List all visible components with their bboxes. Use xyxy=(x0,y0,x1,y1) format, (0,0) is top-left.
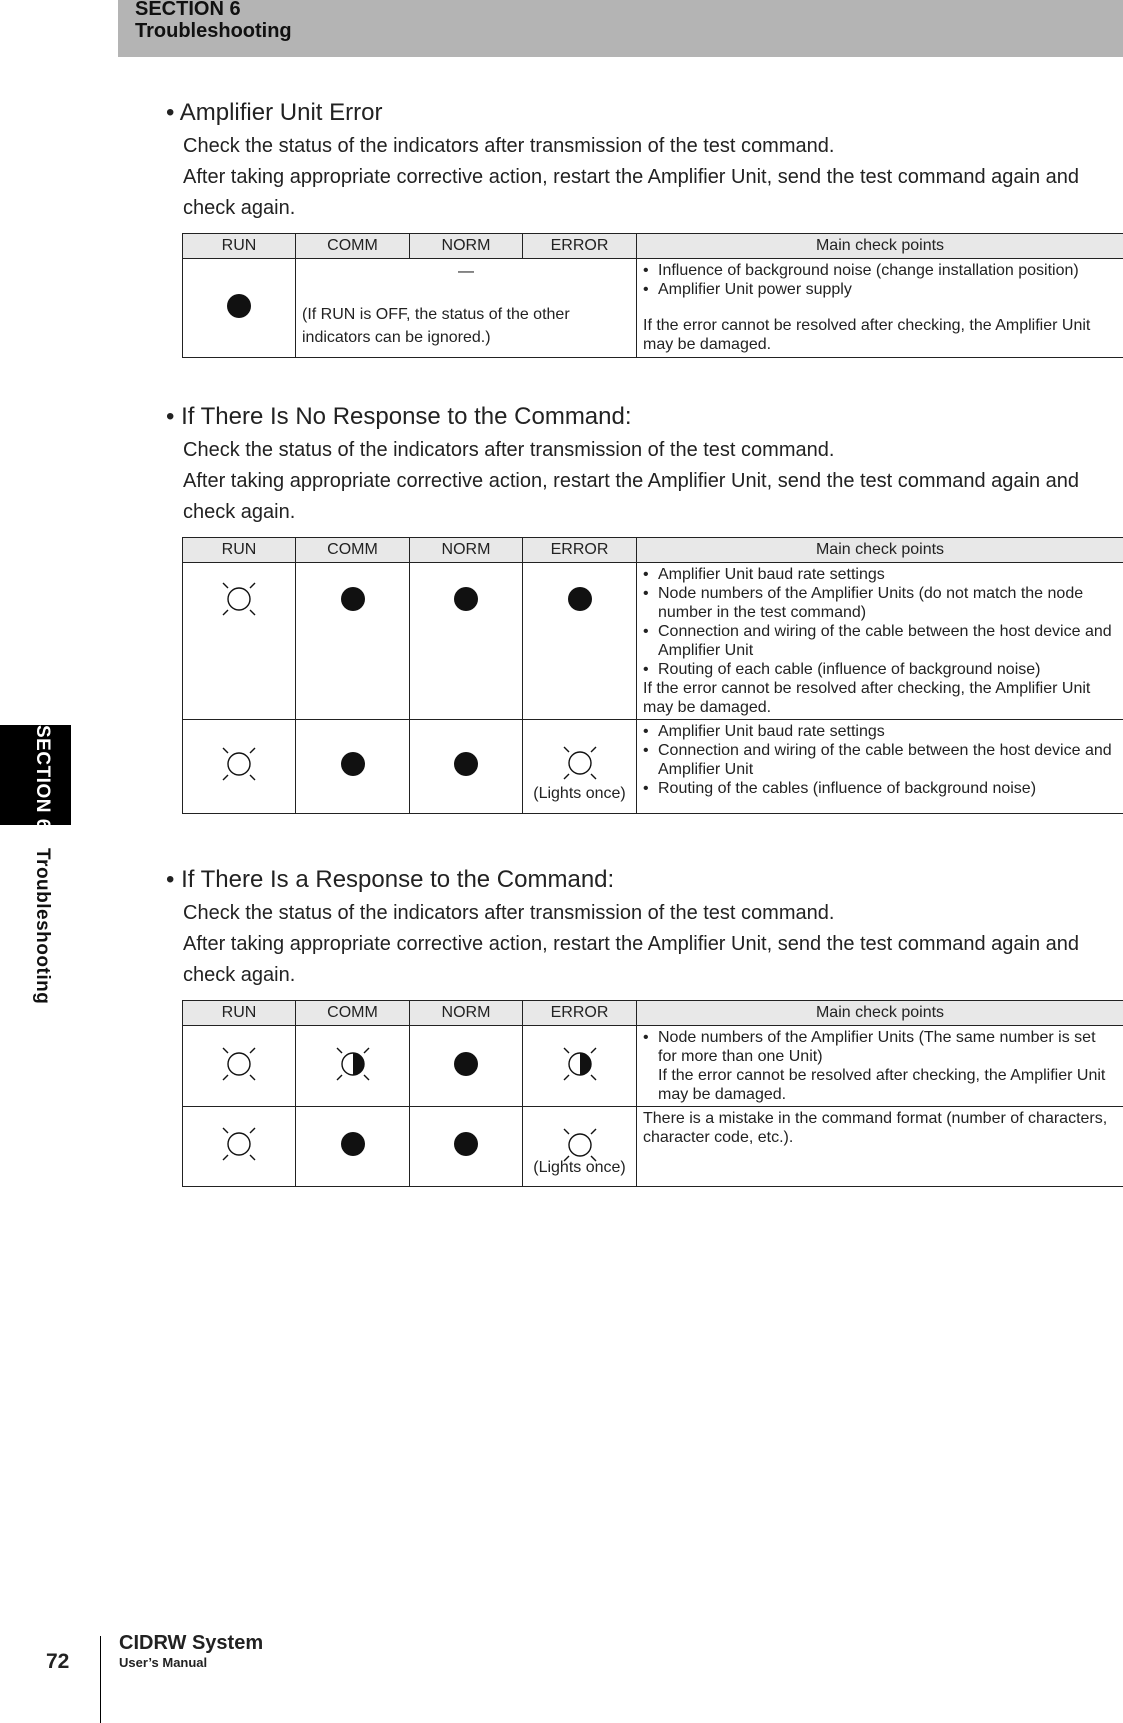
indicator-table xyxy=(182,1000,1123,1187)
header-title: Troubleshooting xyxy=(135,20,292,42)
indicator-off-icon xyxy=(446,744,486,784)
norm-cell xyxy=(410,563,523,720)
col-main-check-points: Main check points xyxy=(637,1001,1123,1026)
footer-divider xyxy=(100,1636,101,1723)
indicator-off-icon xyxy=(446,579,486,619)
intro-line: Check the status of the indicators after transmission of the test command. xyxy=(183,902,835,924)
norm-cell xyxy=(410,720,523,814)
error-cell xyxy=(523,1107,637,1187)
col-comm: COMM xyxy=(296,234,410,259)
table-row xyxy=(183,1026,1123,1107)
col-error: ERROR xyxy=(523,538,637,563)
check-point-item: • Influence of background noise (change installation position) xyxy=(643,262,1079,279)
col-main-check-points: Main check points xyxy=(637,234,1123,259)
check-point-item: • Node numbers of the Amplifier Units (The same number is set for more than one Unit) If the error cannot be resolved after checking, the Amplifier Unit may be damaged. xyxy=(643,1029,1106,1103)
comm-cell xyxy=(296,563,410,720)
comm-cell xyxy=(296,720,410,814)
table-row xyxy=(183,563,1123,720)
norm-cell xyxy=(410,1107,523,1187)
footer-title: CIDRW System xyxy=(119,1632,264,1654)
section-title-amplifier-error: • Amplifier Unit Error xyxy=(166,99,383,126)
run-cell xyxy=(183,259,296,358)
page-header xyxy=(118,0,1123,57)
indicator-lit-icon xyxy=(560,743,600,783)
intro-line: Check the status of the indicators after transmission of the test command. xyxy=(183,135,835,157)
damage-note: If the error cannot be resolved after checking, the Amplifier Unit may be damaged. xyxy=(643,317,1091,353)
run-cell xyxy=(183,1107,296,1187)
indicator-off-icon xyxy=(560,579,600,619)
table-header-row xyxy=(183,1001,1123,1026)
error-cell xyxy=(523,563,637,720)
section-intro xyxy=(183,131,1123,224)
table-row xyxy=(183,720,1123,814)
table-header-row xyxy=(183,538,1123,563)
comm-cell xyxy=(296,1026,410,1107)
indicator-lit-icon xyxy=(219,1124,259,1164)
col-norm: NORM xyxy=(410,234,523,259)
check-points-cell xyxy=(637,720,1123,814)
error-cell xyxy=(523,720,637,814)
check-point-item: • Amplifier Unit power supply xyxy=(643,281,852,298)
indicator-off-icon xyxy=(333,579,373,619)
indicator-table xyxy=(182,233,1123,358)
check-points-cell xyxy=(637,563,1123,720)
table-row xyxy=(183,259,1123,358)
side-tab-label xyxy=(32,725,52,1004)
run-cell xyxy=(183,563,296,720)
damage-note: If the error cannot be resolved after checking, the Amplifier Unit may be damaged. xyxy=(643,680,1091,716)
col-norm: NORM xyxy=(410,538,523,563)
intro-line: After taking appropriate corrective action, restart the Amplifier Unit, send the test command again and check again. xyxy=(183,933,1080,986)
page-number: 72 xyxy=(46,1650,70,1673)
indicator-off-icon xyxy=(446,1124,486,1164)
dash: — xyxy=(458,263,474,280)
damage-note: If the error cannot be resolved after checking, the Amplifier Unit may be damaged. xyxy=(658,1067,1106,1103)
intro-line: Check the status of the indicators after transmission of the test command. xyxy=(183,439,835,461)
check-point-item: • Routing of each cable (influence of background noise) xyxy=(643,661,1041,678)
run-cell xyxy=(183,1026,296,1107)
side-tab-title: Troubleshooting xyxy=(32,847,53,1004)
section-title-response: • If There Is a Response to the Command: xyxy=(166,866,615,893)
error-cell xyxy=(523,1026,637,1107)
col-comm: COMM xyxy=(296,1001,410,1026)
other-indicators-cell xyxy=(296,259,637,358)
indicator-lit-icon xyxy=(219,1044,259,1084)
check-points-cell xyxy=(637,1107,1123,1187)
indicator-table xyxy=(182,537,1123,814)
lights-once-note: (Lights once) xyxy=(533,1158,626,1176)
indicator-lit-icon xyxy=(219,744,259,784)
intro-line: After taking appropriate corrective action, restart the Amplifier Unit, send the test command again and check again. xyxy=(183,470,1080,523)
check-point-item: • Connection and wiring of the cable between the host device and Amplifier Unit xyxy=(643,742,1112,778)
col-error: ERROR xyxy=(523,234,637,259)
indicator-off-icon xyxy=(446,1044,486,1084)
check-point-text: There is a mistake in the command format (number of characters, character code, etc.). xyxy=(643,1110,1108,1146)
col-main-check-points: Main check points xyxy=(637,538,1123,563)
section-intro xyxy=(183,435,1123,528)
check-point-item: • Connection and wiring of the cable between the host device and Amplifier Unit xyxy=(643,623,1112,659)
col-run: RUN xyxy=(183,1001,296,1026)
col-error: ERROR xyxy=(523,1001,637,1026)
indicator-flashing-icon xyxy=(333,1044,373,1084)
norm-cell xyxy=(410,1026,523,1107)
section-intro xyxy=(183,898,1123,991)
table-header-row xyxy=(183,234,1123,259)
check-point-item: • Amplifier Unit baud rate settings xyxy=(643,723,885,740)
indicator-flashing-icon xyxy=(560,1044,600,1084)
col-comm: COMM xyxy=(296,538,410,563)
indicator-off-icon xyxy=(333,1124,373,1164)
check-points-cell xyxy=(637,259,1123,358)
col-norm: NORM xyxy=(410,1001,523,1026)
check-point-item: • Routing of the cables (influence of background noise) xyxy=(643,780,1037,797)
intro-line: After taking appropriate corrective action, restart the Amplifier Unit, send the test command again and check again. xyxy=(183,166,1080,219)
section-title-no-response: • If There Is No Response to the Command: xyxy=(166,403,632,430)
check-point-item: • Node numbers of the Amplifier Units (do not match the node number in the test command) xyxy=(643,585,1084,621)
indicator-off-icon xyxy=(219,286,259,326)
indicator-off-icon xyxy=(333,744,373,784)
lights-once-note: (Lights once) xyxy=(533,784,626,802)
col-run: RUN xyxy=(183,234,296,259)
col-run: RUN xyxy=(183,538,296,563)
indicator-lit-icon xyxy=(219,579,259,619)
side-tab-section: SECTION 6 xyxy=(32,725,53,830)
check-points-cell xyxy=(637,1026,1123,1107)
ignore-note: (If RUN is OFF, the status of the other indicators can be ignored.) xyxy=(302,306,570,346)
table-row xyxy=(183,1107,1123,1187)
footer-subtitle: User’s Manual xyxy=(119,1655,208,1670)
comm-cell xyxy=(296,1107,410,1187)
header-section: SECTION 6 xyxy=(135,0,241,20)
run-cell xyxy=(183,720,296,814)
check-point-item: • Amplifier Unit baud rate settings xyxy=(643,566,885,583)
